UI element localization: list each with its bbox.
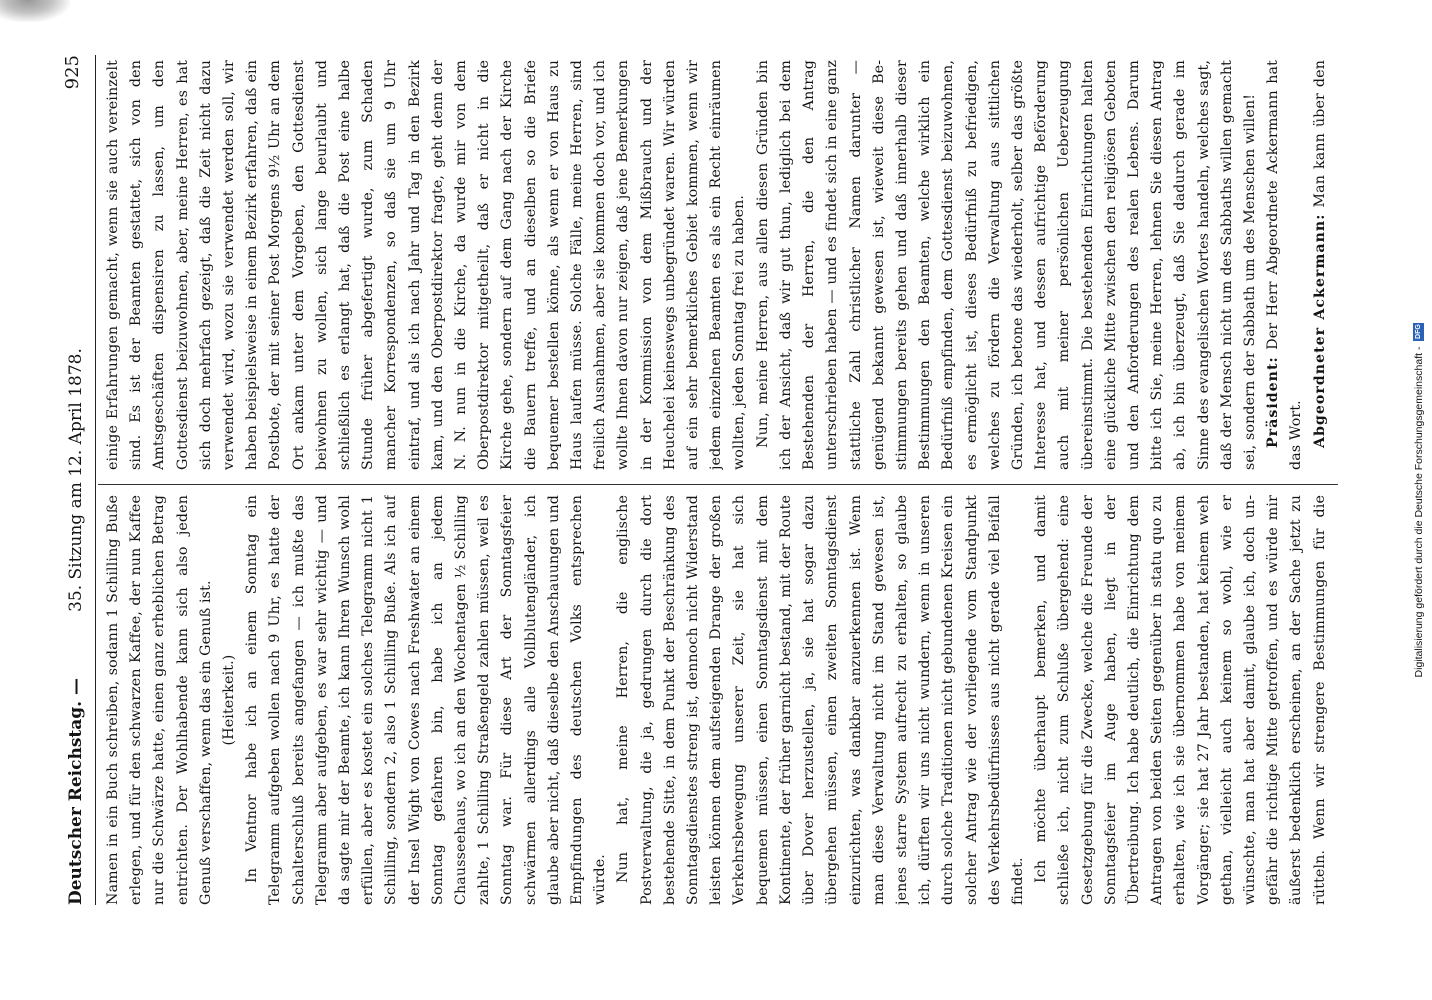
publication-title: Deutscher Reichstag. — bbox=[66, 677, 86, 905]
page-header bbox=[62, 55, 92, 905]
paragraph: Nun hat, meine Herren, die englische Postverwaltung, die ja, gedrungen durch die dort bestehende Sitte, in dem Punkt der Beschränkung des Sonntagsdienstes streng ist, dennoch nicht Widerstand leisten können dem aufsteigenden Drange der großen Verkehrsbewegung unserer Zeit, sie hat sich bequemen müssen, einen Sonntagsdienst mit dem Kontinente, der früher garnicht bestand, mit der Route über Dover herzustellen, ja, sie hat sogar dazu übergehen müssen, einen zweiten Sonntagsdienst einzurichten, was dankbar anzuerkennen ist. Wenn man diese Verwaltung nicht im Stand gewesen ist, jenes starre System aufrecht zu erhalten, so glaube ich, dürften wir uns nicht wundern, wenn in unseren durch solche Traditionen nicht gebundenen Kreisen ein solcher Antrag wie der vorliegende vom Standpunkt des Verkehrsbedürfnisses aus nicht gerade viel Beifall findet. bbox=[615, 495, 1026, 905]
right-column bbox=[102, 60, 1332, 470]
speaker-label: Abgeordneter Ackermann: bbox=[1311, 213, 1328, 448]
page-number: 925 bbox=[62, 55, 83, 90]
speaker-text: Der Herr Abgeordnete Ackermann hat das Wort. bbox=[1265, 60, 1305, 470]
paragraph: In Ventnor habe ich an einem Sonntag ein Telegramm aufgeben wollen nach 9 Uhr, es hatte der Schalterschluß bereits angefangen — ich mußte das Telegramm aber aufgeben, es war sehr wichtig — und da sagte mir der Beamte, ich kann Ihren Wunsch wohl erfüllen, aber es kostet ein solches Telegramm nicht 1 Schilling, sondern 2, also 1 Schilling Buße. Als ich auf der Insel Wight von Cowes nach Freshwater an einem Sonntag gefahren bin, habe ich an jedem Chausseehaus, wo ich an den Wochentagen ½ Schilling zahlte, 1 Schilling Straßengeld zahlen müssen, weil es Sonntag war. Für diese Art der Sonntagsfeier schwärmen allerdings alle Vollblutengländer, ich glaube aber nicht, daß dieselbe den Anschauungen und Empfindungen des deutschen Volks entsprechen würde. bbox=[244, 495, 609, 905]
credit-text: Digitalisierung gefördert durch die Deutsche Forschungsgemeinschaft - bbox=[1412, 346, 1425, 678]
speaker-paragraph bbox=[1262, 60, 1308, 470]
speaker-paragraph bbox=[1309, 60, 1332, 470]
digitization-credit bbox=[1405, 0, 1432, 1000]
left-column bbox=[102, 495, 1332, 905]
paragraph: Namen in ein Buch schreiben, sodann 1 Schilling Buße erlegen, und für den schwarzen Kaffee, der nun Kaffee nur die Schwärze hatte, einen ganz erheblichen Betrag entrichten. Der Wohlhabende kann sich also jeden Genuß verschaffen, wenn das ein Genuß ist. bbox=[105, 495, 214, 905]
paragraph: einige Erfahrungen gemacht, wenn sie auch vereinzelt sind. Es ist der Beamten gestattet, sich von den Amtsgeschäften dispensiren zu lassen, um den Gottesdienst beizuwohnen, aber, meine Herren, es hat sich doch mehrfach gezeigt, daß die Zeit nicht dazu verwendet wird, wozu sie verwendet werden soll, wir haben beispielsweise in einem Bezirk erfahren, daß ein Postbote, der mit seiner Post Morgens 9½ Uhr an dem Ort ankam unter dem Vorgeben, den Gottesdienst beiwohnen zu wollen, sich lange beurlaubt und schließlich es erlangt hat, daß die Post eine halbe Stunde früher abgefertigt wurde, zum Schaden mancher Korrespondenzen, so daß sie um 9 Uhr eintraf, und als ich nach Jahr und Tag in den Bezirk kam, und den Oberpostdirektor fragte, geht denn der N. N. nun in die Kirche, da wurde mir von dem Oberpostdirektor mitgetheilt, daß er nicht in die Kirche gehe, sondern auf dem Gang nach der Kirche die Bauern treffe, und an dieselben so die Briefe bequemer bestellen könne, als wenn er von Haus zu Haus laufen müsse. Solche Fälle, meine Herren, sind freilich Ausnahmen, aber sie kommen doch vor, und ich wollte Ihnen davon nur zeigen, daß jene Bemerkungen in der Kommission von dem Mißbrauch und der Heuchelei keineswegs unbegründet waren. Wir würden auf ein sehr bemerkliches Gebiet kommen, wenn wir jedem einzelnen Beamten es als ein Recht einräumen wollten, jeden Sonntag frei zu haben. bbox=[105, 60, 748, 470]
column-divider bbox=[98, 484, 1338, 485]
speaker-label: Präsident: bbox=[1265, 356, 1282, 448]
header-rule bbox=[95, 55, 96, 905]
paragraph: Nun, meine Herren, aus allen diesen Gründen bin ich der Ansicht, daß wir gut thun, lediglich bei dem Bestehenden der Herren, die den Antrag unterschrieben haben — und es findet sich in eine ganz stattliche Zahl christlicher Namen darunter — genügend bekannt gewesen ist, wieweit diese Bestimmungen bereits gehen und daß innerhalb dieser Bestimmungen den Beamten, welche wirklich ein Bedürfniß empfinden, dem Gottesdienst beizuwohnen, es ermöglicht ist, dieses Bedürfniß zu befriedigen, welches zu fördern die Verwaltung aus sittlichen Gründen, ich betone das wiederholt, selber das größte Interesse hat, und dessen aufrichtige Beförderung auch mit meiner persönlichen Ueberzeugung übereinstimmt. Die bestehenden Einrichtungen halten eine glückliche Mitte zwischen den religiösen Geboten und den Anforderungen des realen Lebens. Darum bitte ich Sie, meine Herren, lehnen Sie diesen Antrag ab, ich bin überzeugt, daß Sie dadurch gerade im Sinne des evangelischen Wortes handeln, welches sagt, daß der Mensch nicht um des Sabbaths willen gemacht sei, sondern der Sabbath um des Menschen willen! bbox=[754, 60, 1258, 470]
scan-artifact bbox=[0, 0, 70, 22]
interjection: (Heiterkeit.) bbox=[221, 654, 238, 746]
dfg-logo: DFG bbox=[1415, 324, 1422, 339]
paragraph: Ich möchte überhaupt bemerken, und damit schließe ich, nicht zum Schluße übergehend: eine Gesetzgebung für die Zwecke, welche die Freunde der Sonntagsfeier im Auge haben, liegt in der Übertreibung. Ich habe deutlich, die Einrichtung dem Antragen von beiden Seiten gegenüber in statu quo zu erhalten, wie ich sie übernommen habe von meinem Vorgänger; sie hat 27 Jahr bestanden, hat keinem weh gethan, vielleicht auch keinem so wohl, wie er wünschte, man hat aber damit, glaube ich, doch ungefähr die richtige Mitte getroffen, und es würde mir äußerst bedenklich erscheinen, an der Sache jetzt zu rütteln. Wenn wir strengere Bestimmungen für die bbox=[1033, 495, 1328, 905]
speaker-text: Man kann über den bbox=[1311, 60, 1328, 208]
session-title: 35. Sitzung am 12. April 1878. bbox=[66, 348, 86, 612]
